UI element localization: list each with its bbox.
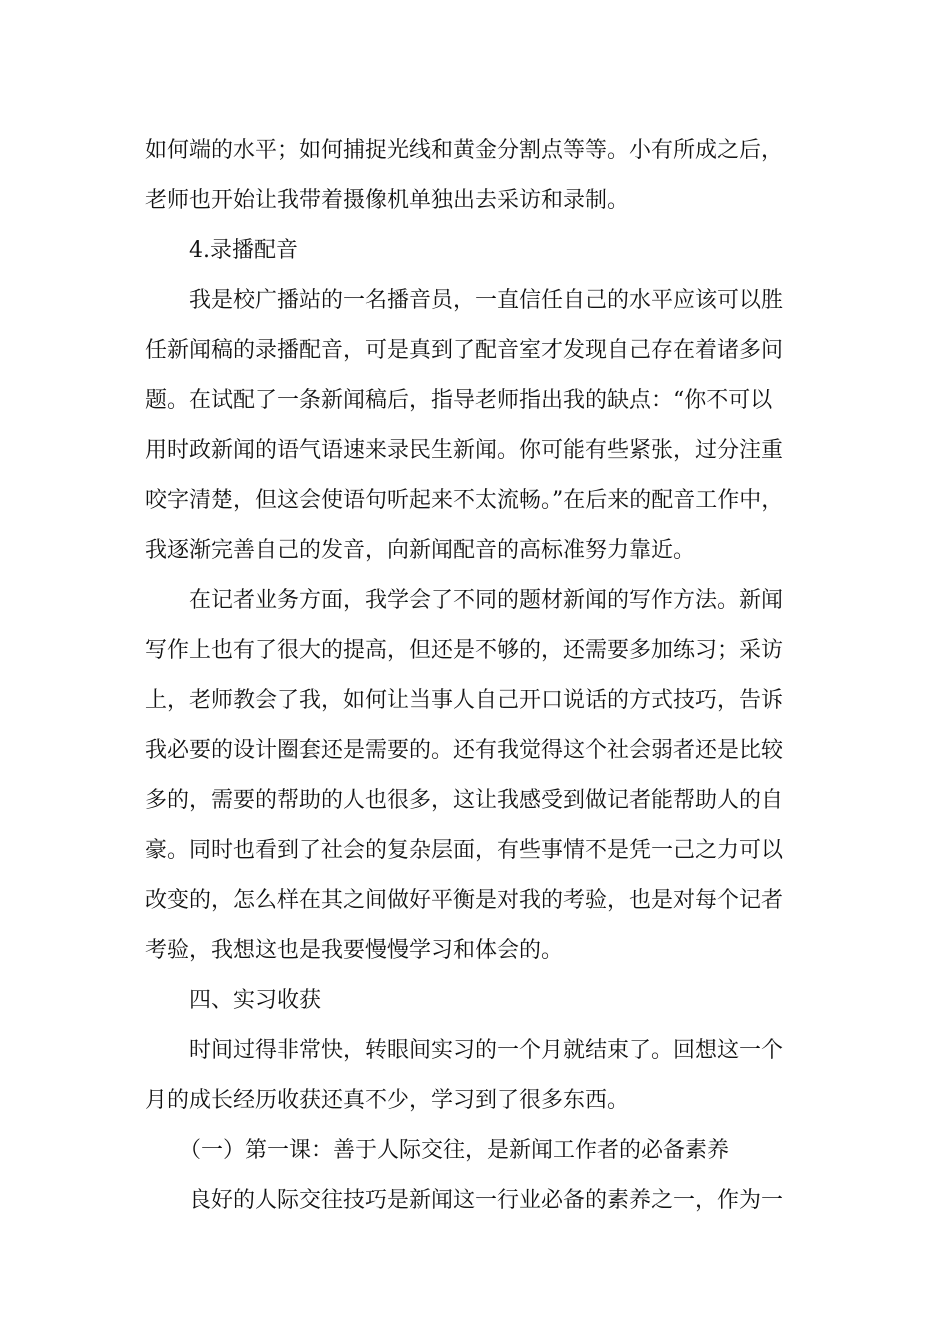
paragraph-line: 多的，需要的帮助的人也很多，这让我感受到做记者能帮助人的自 [145, 788, 784, 813]
paragraph-line: 豪。同时也看到了社会的复杂层面，有些事情不是凭一己之力可以 [145, 838, 784, 863]
paragraph-line: 改变的，怎么样在其之间做好平衡是对我的考验，也是对每个记者 [145, 888, 784, 913]
paragraph-line: 时间过得非常快，转眼间实习的一个月就结束了。回想这一个 [189, 1038, 784, 1063]
paragraph-line: 我是校广播站的一名播音员，一直信任自己的水平应该可以胜 [189, 288, 784, 313]
document-body [145, 126, 805, 1226]
paragraph-line: 考验，我想这也是我要慢慢学习和体会的。 [145, 938, 564, 963]
paragraph-line: 我必要的设计圈套还是需要的。还有我觉得这个社会弱者还是比较 [145, 738, 784, 763]
section-heading: 4.录播配音 [189, 238, 298, 263]
paragraph-line: 题。在试配了一条新闻稿后，指导老师指出我的缺点：“你不可以 [145, 388, 773, 413]
paragraph-line: 任新闻稿的录播配音，可是真到了配音室才发现自己存在着诸多问 [145, 338, 784, 363]
paragraph-line: 用时政新闻的语气语速来录民生新闻。你可能有些紧张，过分注重 [145, 438, 784, 463]
paragraph-line: 月的成长经历收获还真不少，学习到了很多东西。 [145, 1088, 630, 1113]
paragraph-line: 在记者业务方面，我学会了不同的题材新闻的写作方法。新闻 [189, 588, 784, 613]
subsection-heading: （一）第一课：善于人际交往，是新闻工作者的必备素养 [179, 1138, 730, 1163]
paragraph-line: 我逐渐完善自己的发音，向新闻配音的高标准努力靠近。 [145, 538, 696, 563]
paragraph-line: 良好的人际交往技巧是新闻这一行业必备的素养之一，作为一 [189, 1188, 784, 1213]
paragraph-line: 上，老师教会了我，如何让当事人自己开口说话的方式技巧，告诉 [145, 688, 784, 713]
paragraph-line: 咬字清楚，但这会使语句听起来不太流畅。”在后来的配音工作中， [145, 488, 784, 513]
section-heading: 四、实习收获 [189, 988, 322, 1013]
paragraph-line: 老师也开始让我带着摄像机单独出去采访和录制。 [145, 188, 630, 213]
paragraph-line: 写作上也有了很大的提高，但还是不够的，还需要多加练习；采访 [145, 638, 784, 663]
paragraph-line: 如何端的水平；如何捕捉光线和黄金分割点等等。小有所成之后， [145, 138, 784, 163]
